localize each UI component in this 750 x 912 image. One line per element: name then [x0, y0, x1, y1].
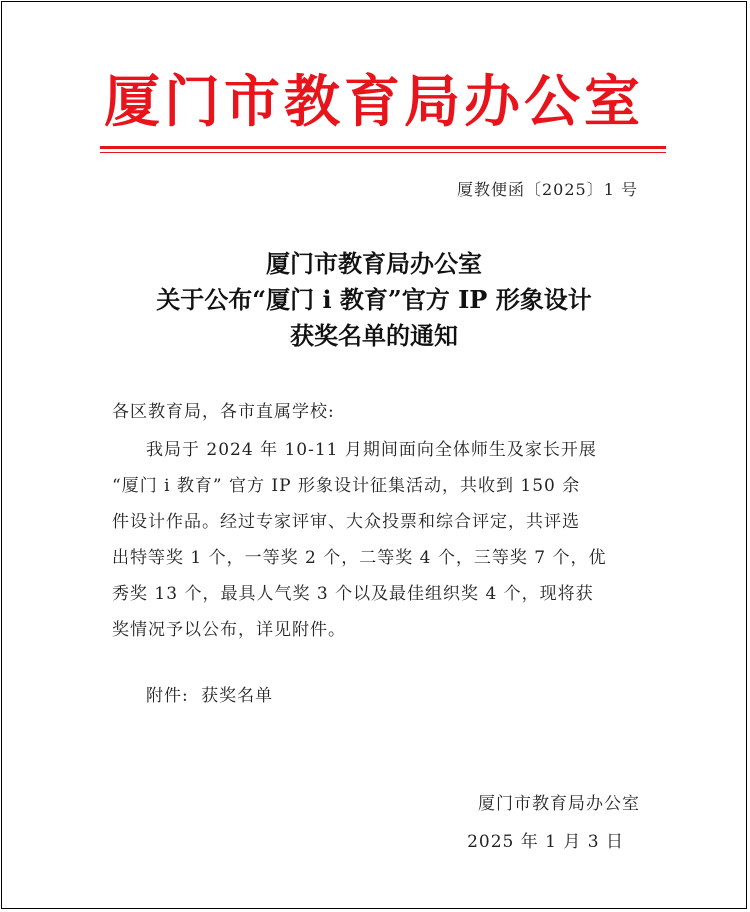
issuer-signature: 厦门市教育局办公室 — [478, 794, 640, 814]
salutation: 各区教育局，各市直属学校: — [112, 402, 335, 422]
masthead-rule-thick — [100, 146, 666, 149]
notice-title — [2, 246, 746, 354]
masthead-rule-thin — [100, 152, 666, 153]
notice-title-line-1: 厦门市教育局办公室 — [266, 249, 482, 278]
body-line-6: 奖情况予以公布，详见附件。 — [112, 620, 346, 640]
body-line-5: 秀奖 13 个，最具人气奖 3 个以及最佳组织奖 4 个，现将获 — [112, 584, 594, 604]
attachment-value: 获奖名单 — [201, 686, 274, 706]
body-line-4: 出特等奖 1 个，一等奖 2 个，二等奖 4 个，三等奖 7 个，优 — [112, 548, 607, 568]
attachment-label: 附件: — [146, 686, 189, 706]
notice-title-line-2: 关于公布“厦门 i 教育”官方 IP 形象设计 — [156, 285, 592, 314]
attachment-line — [146, 682, 273, 710]
body-line-1: 我局于 2024 年 10-11 月期间面向全体师生及家长开展 — [146, 440, 597, 460]
document-number: 厦教便函〔2025〕1 号 — [457, 180, 638, 199]
notice-title-line-3: 获奖名单的通知 — [290, 321, 458, 350]
body-line-3: 件设计作品。经过专家评审、大众投票和综合评定，共评选 — [112, 512, 580, 532]
masthead-title: 厦门市教育局办公室 — [104, 69, 644, 135]
document-page — [1, 1, 747, 909]
body-paragraph — [112, 432, 644, 648]
body-line-2: “厦门 i 教育” 官方 IP 形象设计征集活动，共收到 150 余 — [112, 476, 581, 496]
issue-date: 2025 年 1 月 3 日 — [467, 832, 624, 852]
